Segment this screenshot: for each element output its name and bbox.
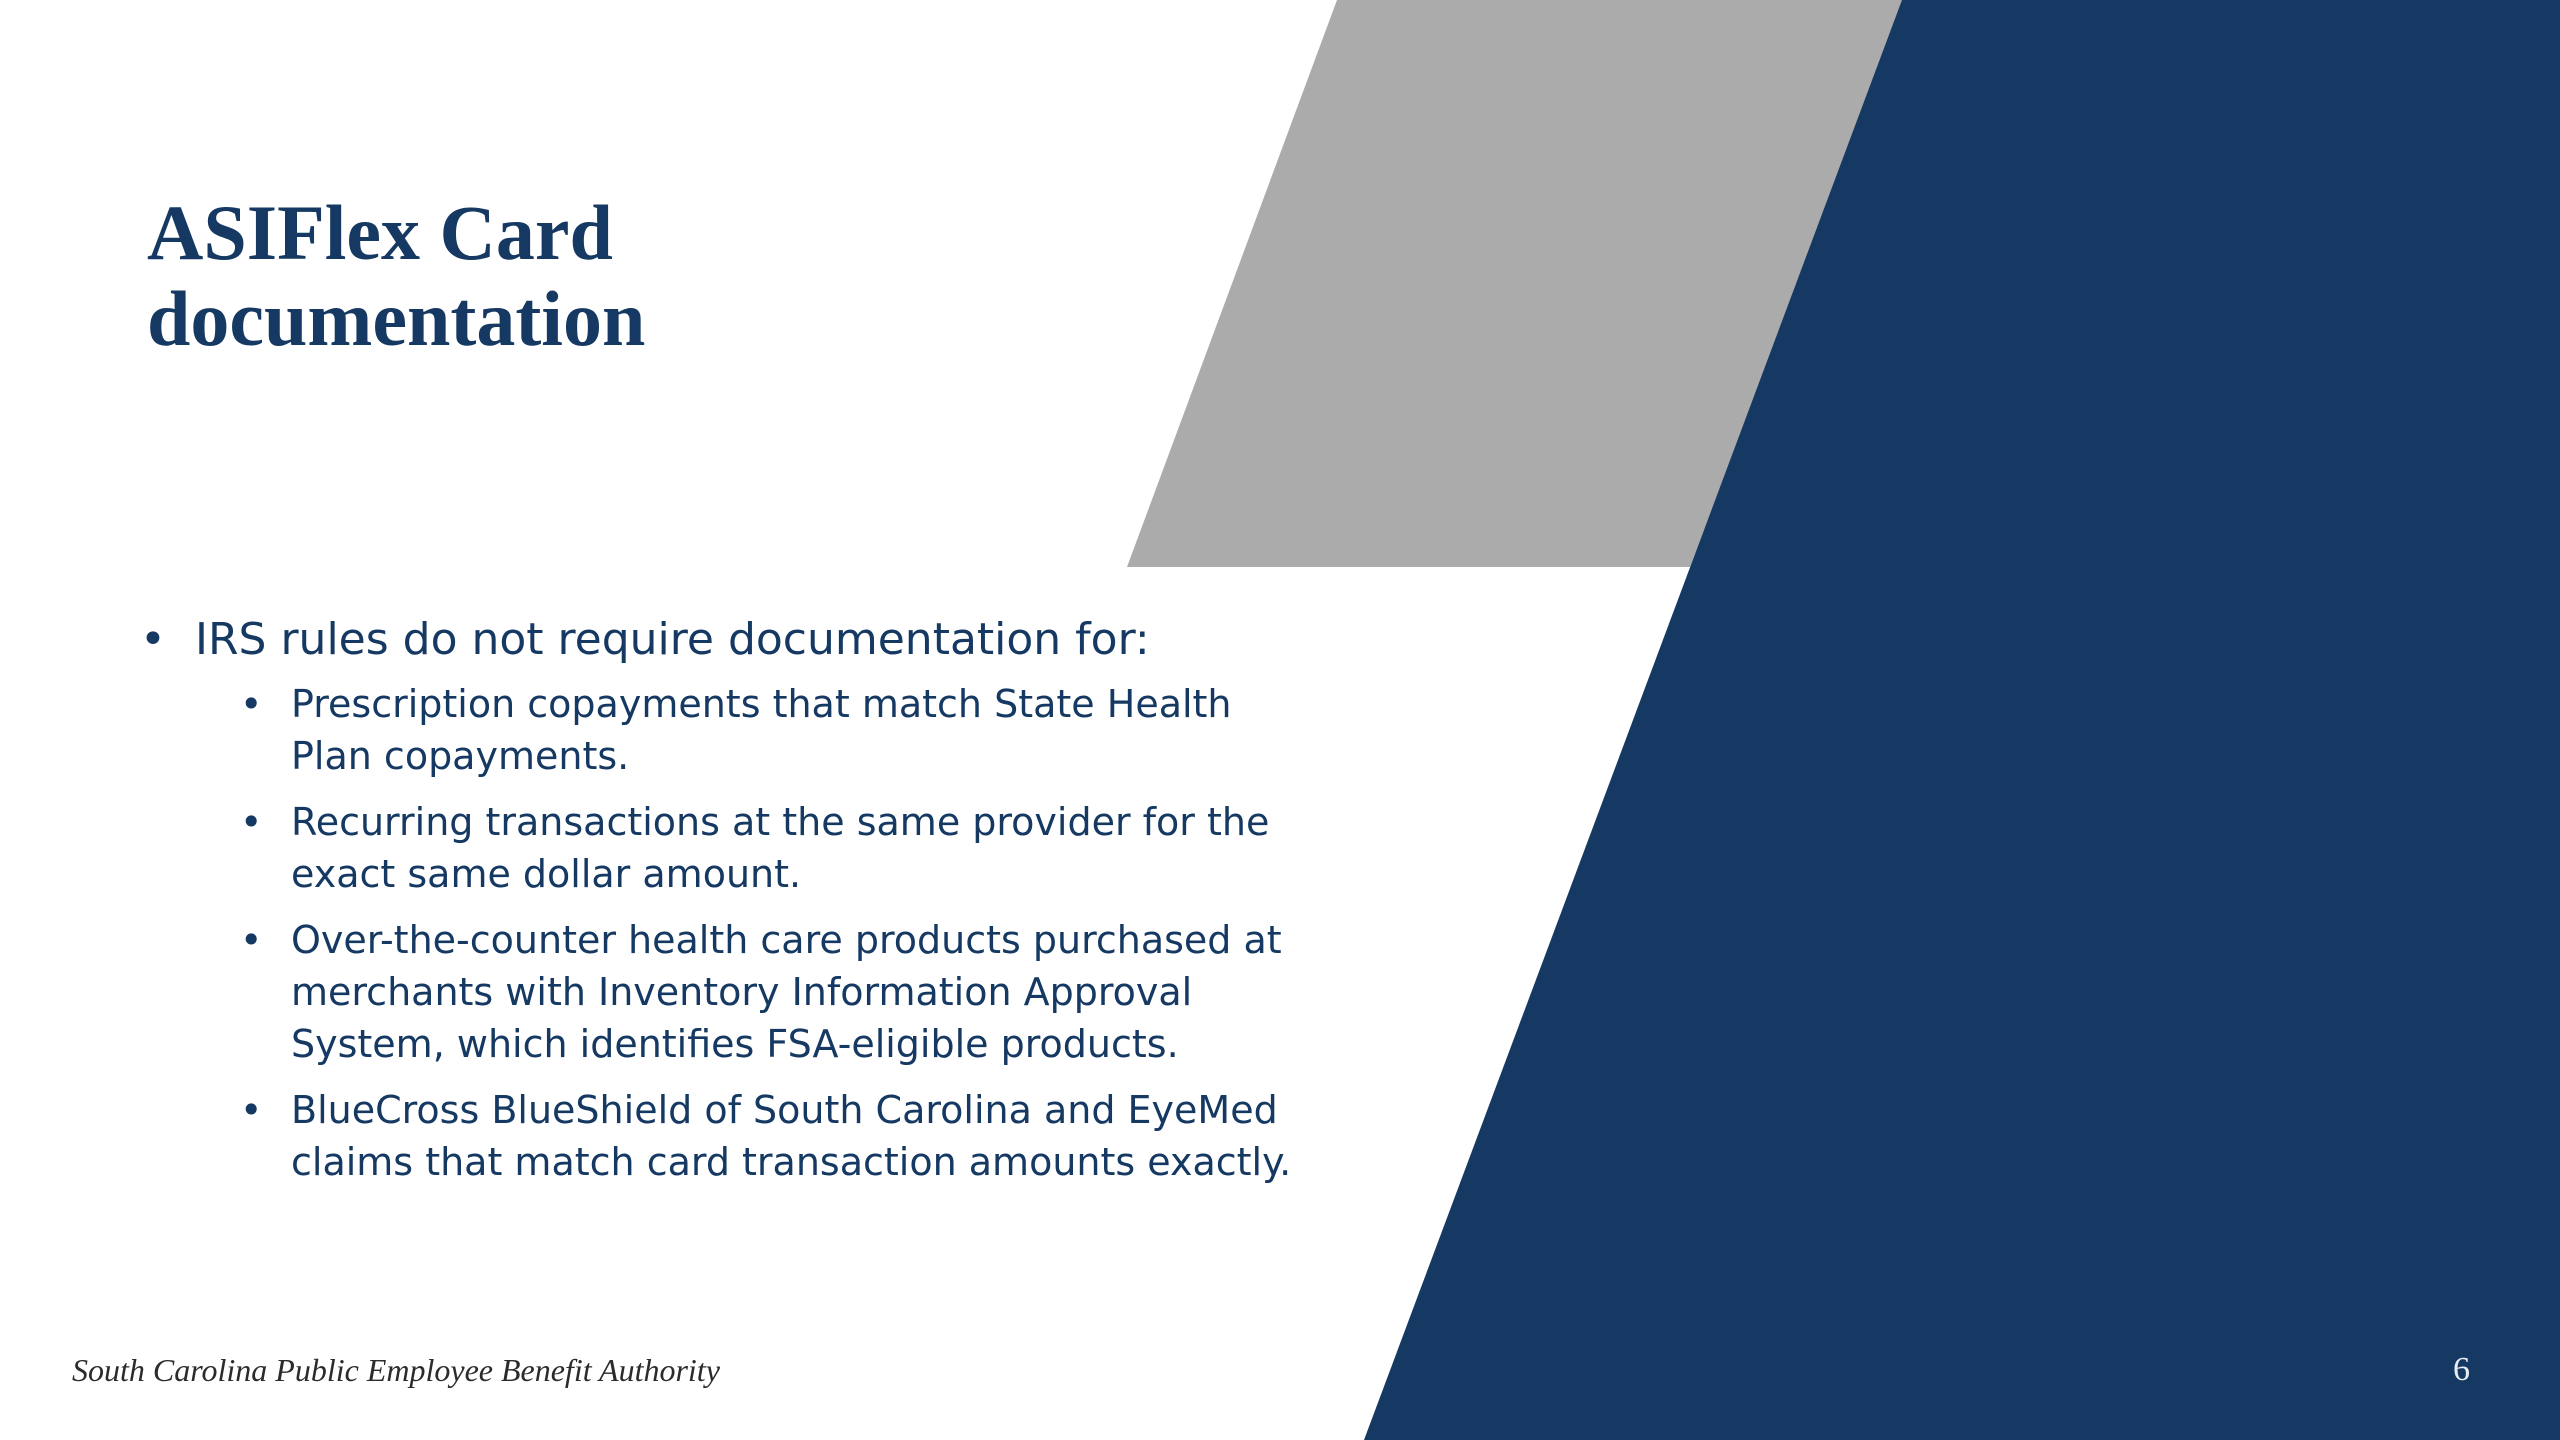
sub-bullet-2-line-2: exact same dollar amount. (291, 852, 802, 896)
bullet-dot-icon: • (240, 800, 263, 844)
sub-bullet-1 (240, 678, 1330, 782)
sub-bullet-4 (240, 1084, 1330, 1188)
bullet-main (140, 612, 1330, 668)
bullet-dot-icon: • (240, 682, 263, 726)
sub-bullet-3-line-2: merchants with Inventory Information Approval (291, 970, 1193, 1014)
bullet-main-text: IRS rules do not require documentation for: (195, 614, 1150, 665)
slide-title (147, 190, 1147, 362)
sub-bullet-3 (240, 914, 1330, 1070)
title-line-2: documentation (147, 275, 646, 362)
title-line-1: ASIFlex Card (147, 189, 613, 276)
sub-bullet-3-line-3: System, which identifies FSA-eligible products. (291, 1022, 1179, 1066)
sub-bullet-4-line-1: BlueCross BlueShield of South Carolina and EyeMed (291, 1088, 1278, 1132)
bullet-dot-icon: • (240, 1088, 263, 1132)
sub-bullet-4-line-2: claims that match card transaction amounts exactly. (291, 1140, 1292, 1184)
page-number: 6 (2453, 1351, 2470, 1388)
bullet-dot-icon: • (140, 614, 166, 665)
sub-bullet-1-line-2: Plan copayments. (291, 734, 630, 778)
bullet-dot-icon: • (240, 918, 263, 962)
bullet-list (140, 612, 1330, 1202)
sub-bullet-2-line-1: Recurring transactions at the same provider for the (291, 800, 1270, 844)
sub-bullet-1-line-1: Prescription copayments that match State Health (291, 682, 1232, 726)
footer-organization-name: South Carolina Public Employee Benefit Authority (72, 1352, 720, 1388)
sub-bullet-2 (240, 796, 1330, 900)
sub-bullet-3-line-1: Over-the-counter health care products purchased at (291, 918, 1282, 962)
